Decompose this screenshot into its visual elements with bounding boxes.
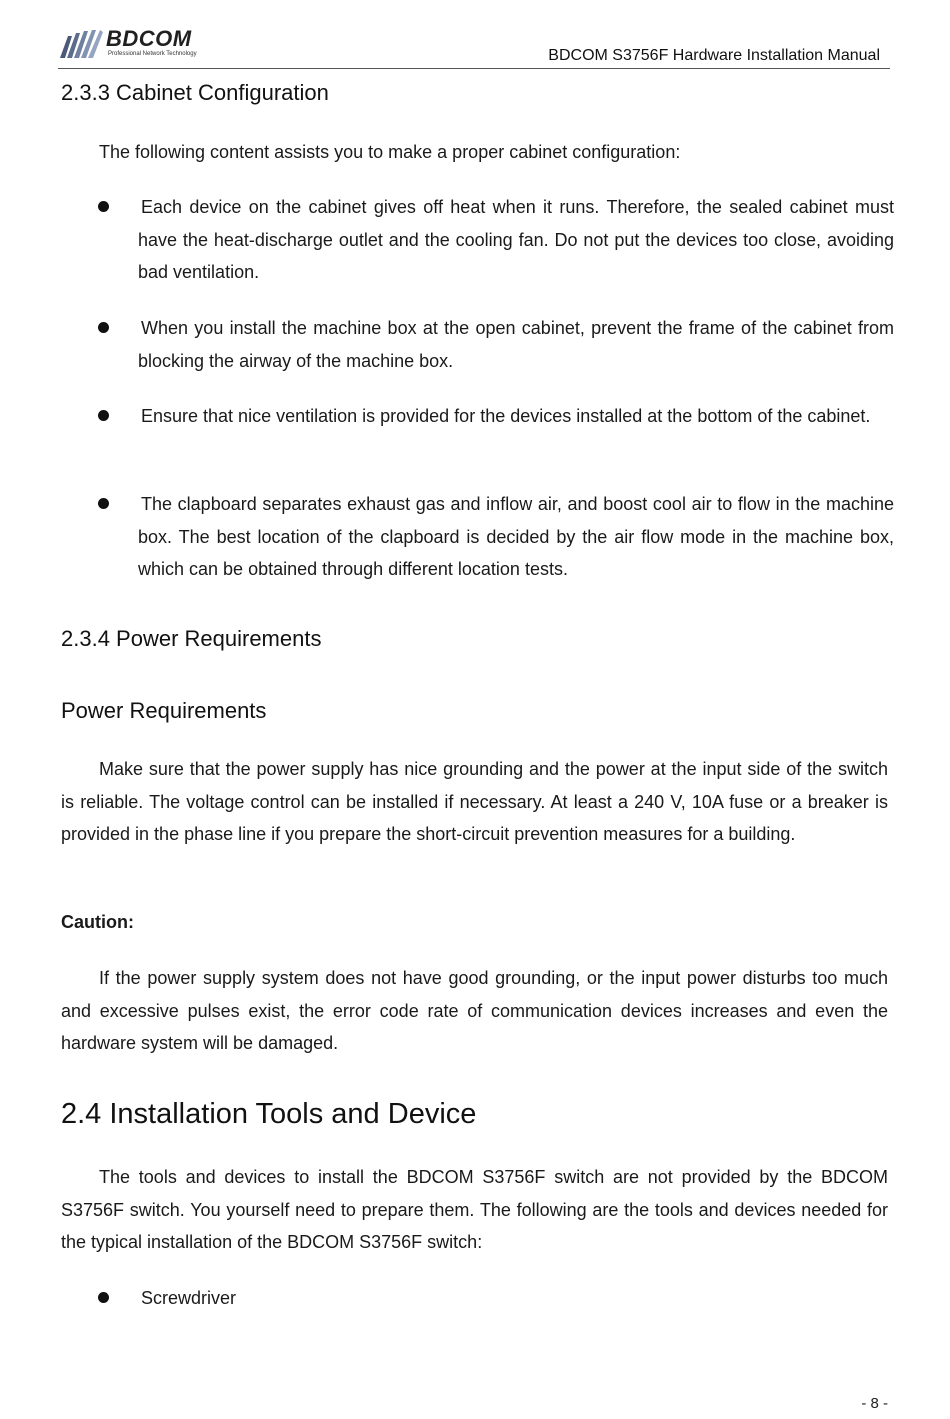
logo-tagline: Professional Network Technology	[108, 51, 197, 57]
list-item	[98, 400, 894, 433]
header-divider	[58, 68, 890, 69]
list-item-text: Screwdriver	[141, 1288, 237, 1308]
list-item	[98, 191, 894, 289]
list-item	[98, 312, 894, 377]
list-item	[98, 488, 894, 586]
logo-name: BDCOM	[106, 26, 192, 51]
list-item-text: Each device on the cabinet gives off heat when it runs. Therefore, the sealed cabinet must have the heat-discharge outlet and the cooling fan. Do not put the devices too close, avoiding bad ventilation.	[138, 197, 894, 283]
list-item-text: When you install the machine box at the open cabinet, prevent the frame of the cabinet from blocking the airway of the machine box.	[138, 318, 894, 371]
section-heading-power: 2.3.4 Power Requirements	[61, 626, 322, 651]
list-item-text: The clapboard separates exhaust gas and inflow air, and boost cool air to flow in the machine box. The best location of the clapboard is decided by the air flow mode in the machine box, which can be obtained through different location tests.	[138, 494, 894, 580]
list-item-text: Ensure that nice ventilation is provided for the devices installed at the bottom of the cabinet.	[141, 406, 871, 426]
cabinet-intro: The following content assists you to make a proper cabinet configuration:	[99, 142, 681, 162]
bullet-dot	[98, 322, 109, 333]
manual-title: BDCOM S3756F Hardware Installation Manual	[548, 47, 880, 64]
caution-paragraph: If the power supply system does not have good grounding, or the input power disturbs too much and excessive pulses exist, the error code rate of communication devices increases and even the hardware system will be damaged.	[61, 968, 888, 1054]
caution-label: Caution:	[61, 912, 134, 932]
power-paragraph: Make sure that the power supply has nice grounding and the power at the input side of the switch is reliable. The voltage control can be installed if necessary. At least a 240 V, 10A fuse or a breaker is provided in the phase line if you prepare the short-circuit prevention measures for a building.	[61, 759, 888, 845]
page-number: - 8 -	[861, 1395, 888, 1412]
logo-swoosh-icon	[58, 28, 104, 62]
list-item	[98, 1282, 894, 1315]
bullet-dot	[98, 498, 109, 509]
bullet-dot	[98, 201, 109, 212]
bullet-dot	[98, 410, 109, 421]
section-heading-tools: 2.4 Installation Tools and Device	[61, 1098, 477, 1130]
subheading-power: Power Requirements	[61, 698, 267, 723]
bdcom-logo	[58, 24, 218, 64]
section-heading-cabinet: 2.3.3 Cabinet Configuration	[61, 80, 329, 105]
bullet-dot	[98, 1292, 109, 1303]
tools-paragraph: The tools and devices to install the BDCOM S3756F switch are not provided by the BDCOM S3756F switch. You yourself need to prepare them. The following are the tools and devices needed for the typical installation of the BDCOM S3756F switch:	[61, 1167, 888, 1253]
page-header	[58, 24, 890, 70]
